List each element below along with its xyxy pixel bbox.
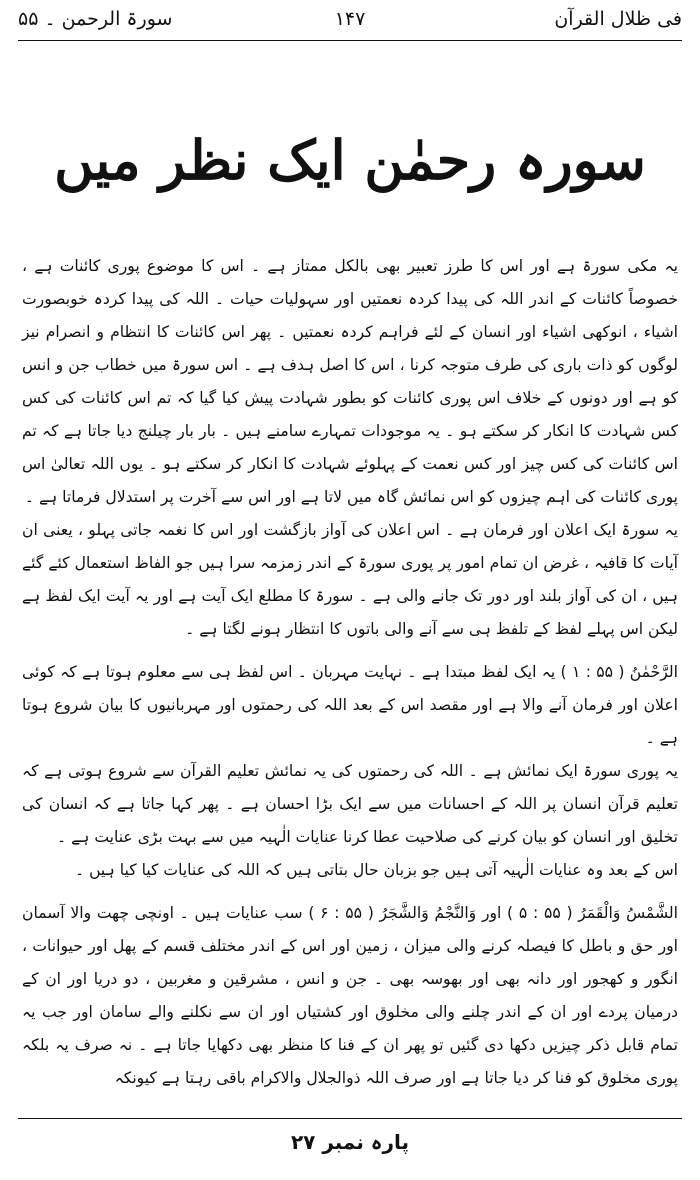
paragraph-exhibition: یہ پوری سورۃ ایک نمائش ہے ۔ اللہ کی رحمتوں کی یہ نمائش تعلیم القرآن سے شروع ہوتی ہے کہ تعلیم قرآن انسان پر اللہ کے احسانات میں سے ایک بڑا احسان ہے ۔ پھر کہا جاتا ہے کہ انسان کی تخلیق اور انسان کو بیان کرنے کی صلاحیت عطا کرنا عنایات الٰہیہ میں سے بہت بڑی عنایت ہے ۔ <box>22 762 678 846</box>
paragraph-favours: اس کے بعد وہ عنایات الٰہیہ آتی ہیں جو بزبان حال بتاتی ہیں کہ اللہ کی عنایات کیا کیا ہیں ۔ <box>74 861 678 879</box>
paragraph-sun-moon: الشَّمْسُ وَالْقَمَرُ ( ۵۵ : ۵ ) اور وَالنَّجْمُ وَالشَّجَرُ ( ۵۵ : ۶ ) سب عنایات ہیں ۔ اونچی چھت والا آسمان اور حق و باطل کا فیصلہ کرنے والی میزان ، زمین اور اس کے اندر مختلف قسم کے پھل اور حیوانات ، انگور و کھجور اور دانہ بھی اور بھوسہ بھی ۔ جن و انس ، مشرقین و مغربین ، دو دریا اور ان کے درمیان پردے اور ان کے اندر چلنے والی مخلوق اور کشتیاں اور ان سے نکلنے والے سامان اور جب یہ تمام قابل ذکر چیزیں دکھا دی گئیں تو پھر ان کے فنا کا منظر بھی دکھایا جاتا ہے ۔ نہ صرف یہ بلکہ پوری مخلوق کو فنا کر دیا جاتا ہے اور صرف اللہ ذوالجلال والاکرام باقی رہتا ہے کیونکہ <box>22 904 679 1087</box>
running-header <box>18 4 682 38</box>
paragraph-announcement: یہ سورۃ ایک اعلان اور فرمان ہے ۔ اس اعلان کی آواز بازگشت اور اس کا نغمہ جاتی پہلو ، یعنی ان آیات کا قافیہ ، غرض ان تمام امور پر پوری سورۃ کے اندر زمزمہ سرا ہیں جو الفاظ استعمال کئے گئے ہیں ، ان کی آواز بلند اور دور تک جانے والی ہے ۔ سورۃ کا مطلع ایک آیت ہے اور یہ آیت ایک لفظ ہے لیکن اس پہلے لفظ کے تلفظ ہی سے آنے والی باتوں کا انتظار ہونے لگتا ہے ۔ <box>22 521 678 638</box>
para-number: پارہ نمبر ۲۷ <box>290 1130 410 1154</box>
header-rule <box>18 40 682 41</box>
surah-name: سورۃ الرحمن ۔ ۵۵ <box>18 8 173 30</box>
page-number: ۱۴۷ <box>334 8 366 30</box>
body-text <box>22 250 678 1095</box>
paragraph-ar-rahman: الرَّحْمٰنُ ( ۵۵ : ۱ ) یہ ایک لفظ مبتدا ہے ۔ نہایت مہربان ۔ اس لفظ ہی سے معلوم ہوتا ہے کہ کوئی اعلان اور فرمان آنے والا ہے اور مقصد اس کے بعد اللہ کی رحمتوں اور مہربانیوں کا بیان شروع ہوتا ہے ۔ <box>22 663 678 747</box>
footer-rule <box>18 1118 682 1119</box>
paragraph-intro: یہ مکی سورۃ ہے اور اس کا طرز تعبیر بھی بالکل ممتاز ہے ۔ اس کا موضوع پوری کائنات ہے ، خصوصاً کائنات کے اندر اللہ کی پیدا کردہ نعمتیں اور سہولیات حیات ۔ اللہ کی پیدا کردہ خوبصورت اشیاء ، انوکھی اشیاء اور انسان کے لئے فراہم کردہ نعمتیں ۔ پھر اس کائنات کا انتظام و انصرام نیز لوگوں کو ذات باری کی طرف متوجہ کرنا ، اس کا اصل ہدف ہے ۔ اس سورۃ میں خطاب جن و انس کو ہے اور دونوں کے خلاف اس پوری کائنات کو بطور شہادت پیش کیا گیا کہ تم اس کائنات کی کس کس شہادت کا انکار کر سکتے ہو ۔ یہ موجودات تمہارے سامنے ہیں ۔ بار بار چیلنج دیا جاتا ہے کہ تم اس کائنات کی کس چیز اور کس نعمت کے پہلوئے شہادت کا انکار کر سکتے ہو ۔ یوں اللہ تعالیٰ اس پوری کائنات کی اہم چیزوں کو اس نمائش گاہ میں لاتا ہے اور اس سے آخرت پر استدلال فرماتا ہے ۔ <box>22 257 678 506</box>
chapter-title: سورہ رحمٰن ایک نظر میں <box>54 128 646 192</box>
book-title: فی ظلال القرآن <box>554 8 682 30</box>
